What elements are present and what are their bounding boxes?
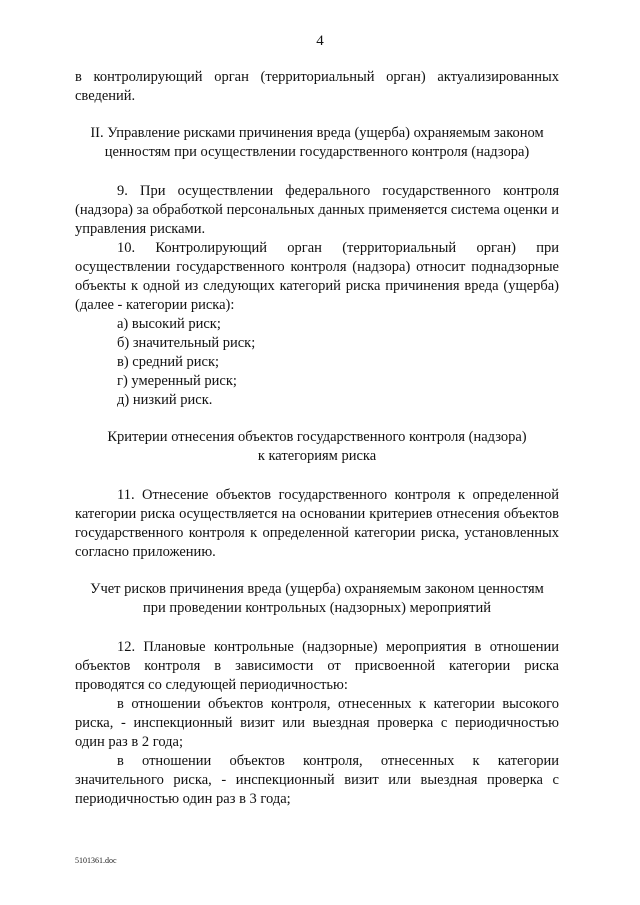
paragraph-10: 10. Контролирующий орган (территориальный орган) при осуществлении государственного контроля (надзора) относит поднадзорные объекты к одной из следующих категорий риска причинения вреда (ущерба) (далее - категории риска): xyxy=(75,240,559,313)
paragraph-continuation: в контролирующий орган (территориальный орган) актуализированных сведений. xyxy=(75,69,559,104)
list-item: в) средний риск; xyxy=(117,354,220,370)
risk-account-heading-line-1: Учет рисков причинения вреда (ущерба) охраняемым законом ценностям xyxy=(90,581,544,597)
criteria-heading-line-2: к категориям риска xyxy=(257,448,377,464)
paragraph-12-high-risk: в отношении объектов контроля, отнесенных к категории высокого риска, - инспекционный визит или выездная проверка с периодичностью один раз в 2 года; xyxy=(75,696,559,750)
list-item: б) значительный риск; xyxy=(117,335,256,351)
document-file-id: 5101361.doc xyxy=(75,856,117,865)
list-item: а) высокий риск; xyxy=(117,316,221,332)
document-body xyxy=(75,68,559,809)
paragraph-12: 12. Плановые контрольные (надзорные) мероприятия в отношении объектов контроля в зависимости от присвоенной категории риска проводятся со следующей периодичностью: xyxy=(75,639,559,693)
section-heading-line-1: II. Управление рисками причинения вреда (ущерба) охраняемым законом xyxy=(90,125,544,141)
paragraph-9: 9. При осуществлении федерального государственного контроля (надзора) за обработкой персональных данных применяется система оценки и управления рисками. xyxy=(75,183,559,237)
paragraph-12-significant-risk: в отношении объектов контроля, отнесенных к категории значительного риска, - инспекционный визит или выездная проверка с периодичностью один раз в 3 года; xyxy=(75,753,559,807)
risk-category-list xyxy=(75,315,559,410)
criteria-heading-line-1: Критерии отнесения объектов государственного контроля (надзора) xyxy=(107,429,527,445)
section-heading-line-2: ценностям при осуществлении государственного контроля (надзора) xyxy=(104,144,530,160)
risk-account-heading-line-2: при проведении контрольных (надзорных) мероприятий xyxy=(142,600,492,616)
paragraph-11: 11. Отнесение объектов государственного контроля к определенной категории риска осуществляется на основании критериев отнесения объектов государственного контроля к определенной категории риска, установленных согласно приложению. xyxy=(75,487,559,560)
list-item: д) низкий риск. xyxy=(117,392,213,408)
list-item: г) умеренный риск; xyxy=(117,373,237,389)
page-number: 4 xyxy=(316,33,324,49)
